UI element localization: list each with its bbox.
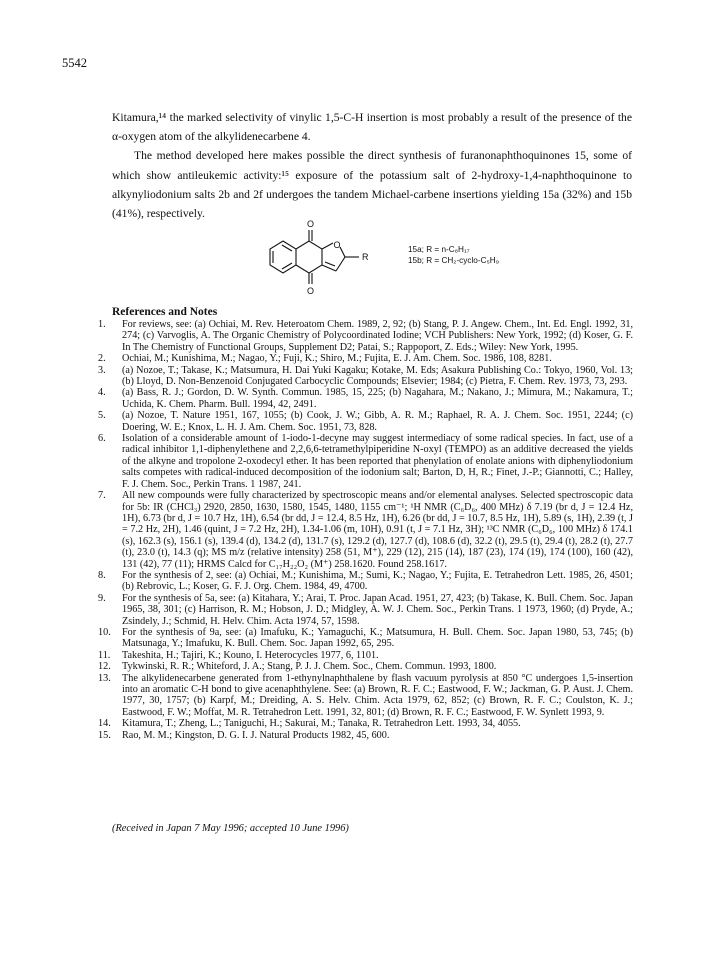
oxygen-ring-label: O bbox=[333, 240, 341, 250]
reference-number: 10. bbox=[98, 626, 111, 638]
reference-text: (a) Bass, R. J.; Gordon, D. W. Synth. Commun. 1985, 15, 225; (b) Nagahara, M.; Nakano, J.; Mimura, M.; Nakamura, T.; Uchida, K. Chem. Pharm. Bull. 1994, 42, 2491. bbox=[122, 387, 633, 410]
reference-item bbox=[98, 593, 633, 627]
reference-text: For reviews, see: (a) Ochiai, M. Rev. Heteroatom Chem. 1989, 2, 92; (b) Stang, P. J. Angew. Chem., Int. Ed. Engl. 1992, 31, 274; (c) Varvoglis, A. The Organic Chemistry of Polycoordinated Iodine; VCH Publishers: New York, 1992; (d) Koser, G. F. In The Chemistry of Functional Groups, Supplement D2; Patai, S.; Rappoport, Z. Eds.; Wiley: New York, 1995. bbox=[122, 319, 633, 353]
reference-number: 4. bbox=[98, 387, 106, 399]
reference-text: The alkylidenecarbene generated from 1-ethynylnaphthalene by flash vacuum pyrolysis at 850 °C undergoes 1,5-insertion into an aromatic C-H bond to give acenaphthylene. See: (a) Brown, R. F. C.; Eastwood, F. W.; Jackman, G. P. Aust. J. Chem. 1977, 30, 1757; (b) Karpf, M.; Dreiding, A. S. Helv. Chim. Acta 1979, 62, 852; (c) Brown, R. F. C.; Coulston, K. J.; Eastwood, F. W.; Moffat, M. R. Tetrahedron Lett. 1991, 32, 801; (d) Brown, R. F. C.; Eastwood, F. W. Synlett 1993, 9. bbox=[122, 672, 633, 718]
chemical-structure-figure bbox=[255, 214, 635, 304]
reference-number: 8. bbox=[98, 569, 106, 581]
reference-number: 11. bbox=[98, 649, 111, 661]
reference-text: Rao, M. M.; Kingston, D. G. I. J. Natural Products 1982, 45, 600. bbox=[122, 729, 390, 741]
received-date: (Received in Japan 7 May 1996; accepted 10 June 1996) bbox=[112, 823, 349, 834]
reference-item bbox=[98, 661, 633, 672]
body-text bbox=[112, 108, 632, 223]
reference-item bbox=[98, 387, 633, 410]
reference-number: 12. bbox=[98, 661, 111, 673]
reference-item bbox=[98, 433, 633, 490]
page-number: 5542 bbox=[62, 56, 87, 70]
reference-item bbox=[98, 730, 633, 741]
oxygen-top-label: O bbox=[306, 219, 315, 229]
paragraph: The method developed here makes possible the direct synthesis of furanonaphthoquinones 15, some of which show antileukemic activity:¹⁵ exposure of the potassium salt of 2-hydroxy-1,4-naphthoquinone to alkynyliodonium salts 2b and 2f undergoes the tandem Michael-carbene insertions yielding 15a (32%) and 15b (41%), respectively. bbox=[112, 149, 632, 221]
reference-item bbox=[98, 410, 633, 433]
reference-item bbox=[98, 718, 633, 729]
compound-legend bbox=[408, 244, 499, 266]
reference-number: 13. bbox=[98, 672, 111, 684]
reference-item bbox=[98, 490, 633, 570]
references-list bbox=[98, 319, 633, 741]
reference-item bbox=[98, 353, 633, 364]
reference-item bbox=[98, 627, 633, 650]
reference-text: Takeshita, H.; Tajiri, K.; Kouno, I. Heterocycles 1977, 6, 1101. bbox=[122, 649, 379, 661]
legend-15a: 15a; R = n-C₈H₁₇ bbox=[408, 245, 470, 254]
substituent-r-label: R bbox=[362, 252, 369, 262]
oxygen-bottom-label: O bbox=[306, 286, 315, 296]
reference-text: (a) Nozoe, T.; Takase, K.; Matsumura, H. Dai Yuki Kagaku; Kotake, M. Eds; Asakura Publishing Co.: Tokyo, 1960, Vol. 13; (b) Lloyd, D. Non-Benzenoid Conjugated Carbocyclic Compounds; Elsevier; 1984; (c) Pietra, F. Chem. Rev. 1973, 73, 293. bbox=[122, 364, 633, 388]
reference-item bbox=[98, 319, 633, 353]
reference-number: 14. bbox=[98, 718, 111, 730]
reference-number: 2. bbox=[98, 353, 106, 365]
reference-number: 6. bbox=[98, 433, 106, 445]
reference-item bbox=[98, 570, 633, 593]
reference-number: 5. bbox=[98, 410, 106, 422]
reference-item bbox=[98, 673, 633, 719]
reference-text: For the synthesis of 2, see: (a) Ochiai, M.; Kunishima, M.; Sumi, K.; Nagao, Y.; Fujita, E. Tetrahedron Lett. 1985, 26, 4501; (b) Rebrovic, L.; Koser, G. F. J. Org. Chem. 1984, 49, 4700. bbox=[122, 569, 633, 593]
reference-number: 15. bbox=[98, 729, 111, 741]
reference-number: 3. bbox=[98, 364, 106, 376]
reference-number: 1. bbox=[98, 319, 106, 330]
reference-text: For the synthesis of 5a, see: (a) Kitahara, Y.; Arai, T. Proc. Japan Acad. 1951, 27, 423; (b) Takase, K. Bull. Chem. Soc. Japan 1965, 38, 301; (c) Harrison, R. M.; Hobson, J. D.; Midgley, A. W. J. Chem. Soc., Perkin Trans. 1 1973, 1960; (d) Pryde, A.; Zsindely, J.; Schmid, H. Helv. Chim. Acta 1974, 57, 1598. bbox=[122, 592, 633, 627]
reference-item bbox=[98, 650, 633, 661]
reference-text: Kitamura, T.; Zheng, L.; Taniguchi, H.; Sakurai, M.; Tanaka, R. Tetrahedron Lett. 1993, 34, 4055. bbox=[122, 718, 521, 730]
reference-text: All new compounds were fully characterized by spectroscopic means and/or elemental analyses. Selected spectroscopic data for 5b: IR (CHCl₃) 2920, 2850, 1630, 1580, 1545, 1480, 1155 cm⁻¹; ¹H NMR (C₆D₆, 400 MHz) δ 7.19 (br d, J = 12.4 Hz, 1H), 6.73 (br d, J = 10.7 Hz, 1H), 6.54 (br dd, J = 12.4, 8.5 Hz, 1H), 6.26 (br dd, J = 10.7, 8.5 Hz, 1H), 5.89 (s, 1H), 2.39 (t, J = 7.2 Hz, 2H), 1.46 (quint, J = 7.2 Hz, 2H), 1.34-1.06 (m, 10H), 0.91 (t, J = 7.1 Hz, 3H); ¹³C NMR (C₆D₆, 100 MHz) δ 174.1 (s), 162.3 (s), 156.1 (s), 139.4 (d), 134.2 (d), 131.7 (s), 129.2 (d), 127.7 (d), 108.6 (d), 32.2 (t), 29.5 (t), 29.4 (t), 28.2 (t), 27.7 (t), 23.0 (t), 14.3 (q); MS m/z (relative intensity) 258 (51, M⁺), 229 (12), 215 (14), 187 (23), 174 (19), 174 (100), 160 (42), 131 (42), 77 (11); HRMS Calcd for C₁₇H₂₂O₂ (M⁺) 258.1620. Found 258.1617. bbox=[122, 490, 633, 570]
reference-item bbox=[98, 365, 633, 388]
paragraph: Kitamura,¹⁴ the marked selectivity of vinylic 1,5-C-H insertion is most probably a result of the presence of the α-oxygen atom of the alkylidenecarbene 4. bbox=[112, 111, 632, 144]
reference-number: 9. bbox=[98, 592, 106, 604]
legend-15b: 15b; R = CH₂-cyclo-C₅H₉ bbox=[408, 256, 499, 265]
reference-text: For the synthesis of 9a, see: (a) Imafuku, K.; Yamaguchi, K.; Matsumura, H. Bull. Chem. Soc. Japan 1980, 53, 745; (b) Matsunaga, Y.; Imafuku, K. Bull. Chem. Soc. Japan 1992, 65, 295. bbox=[122, 626, 633, 650]
reference-text: Tykwinski, R. R.; Whiteford, J. A.; Stang, P. J. J. Chem. Soc., Chem. Commun. 1993, 1800. bbox=[122, 661, 497, 673]
references-heading: References and Notes bbox=[112, 306, 218, 318]
reference-text: Ochiai, M.; Kunishima, M.; Nagao, Y.; Fuji, K.; Shiro, M.; Fujita, E. J. Am. Chem. Soc. 1986, 108, 8281. bbox=[122, 353, 552, 365]
furanonaphthoquinone-structure bbox=[255, 214, 405, 304]
reference-text: (a) Nozoe, T. Nature 1951, 167, 1055; (b) Cook, J. W.; Gibb, A. R. M.; Raphael, R. A. J. Chem. Soc. 1951, 2244; (c) Doering, W. E.; Knox, L. H. J. Am. Chem. Soc. 1951, 73, 828. bbox=[122, 410, 633, 433]
reference-text: Isolation of a considerable amount of 1-iodo-1-decyne may suggest intermediacy of some radical species. In fact, use of a radical inhibitor 1,1-diphenylethene and 2,2,6,6-tetramethylpiperidine N-oxyl (TEMPO) as an additive decreased the yields of the alkyne and tropolone 2-oxodecyl ether. It has been reported that phenylation of enolate anions with diphenyliodonium salts competes with radical-induced decomposition of the iodonium salt; Barton, D, H, R.; Finet, J.-P.; Giannotti, C.; Halley, F. J. Chem. Soc., Perkin Trans. 1 1987, 241. bbox=[122, 433, 633, 490]
reference-number: 7. bbox=[98, 490, 106, 502]
